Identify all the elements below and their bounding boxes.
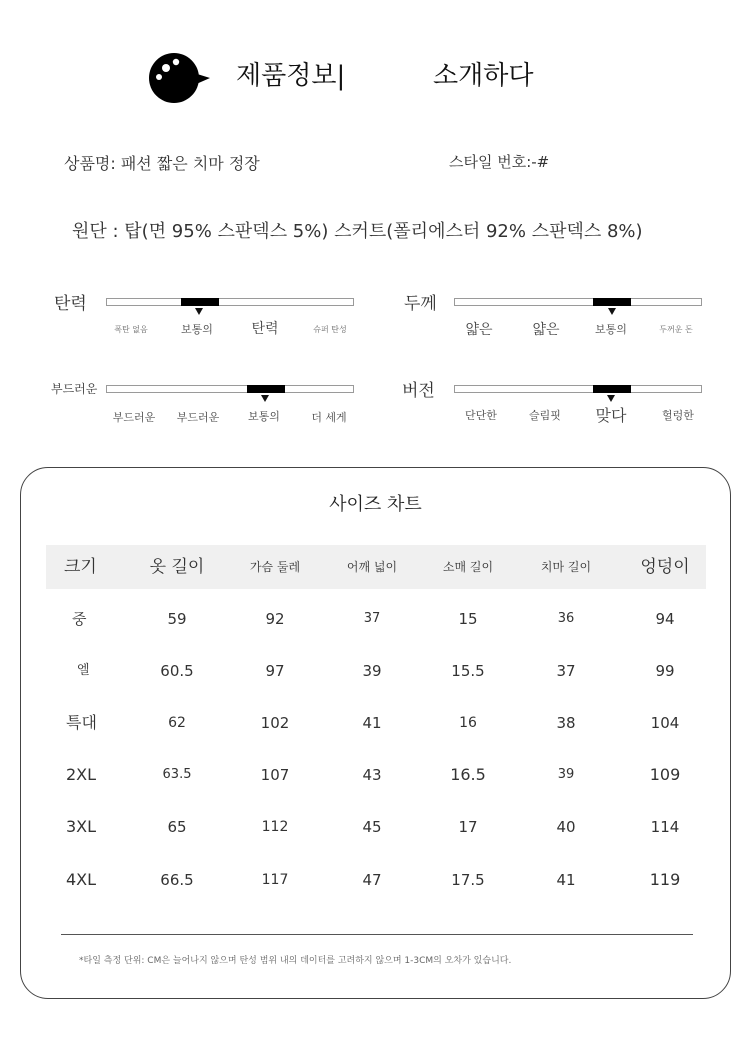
- table-cell: 3XL: [66, 817, 97, 836]
- softness-scale-fill: [247, 385, 285, 393]
- softness-option: 보통의: [248, 410, 280, 423]
- table-cell: 99: [655, 662, 675, 680]
- softness-option: 부드러운: [112, 411, 156, 424]
- table-cell: 17: [458, 818, 478, 836]
- softness-scale-bar: [106, 385, 354, 393]
- header-title-right: 소개하다: [433, 61, 534, 91]
- table-cell: 15: [458, 610, 478, 628]
- thickness-option: 얇은: [532, 322, 560, 338]
- table-row: [46, 865, 706, 895]
- fit-option: 헐렁한: [662, 409, 694, 422]
- thickness-option: 두꺼운 돈: [659, 325, 693, 334]
- column-header: 엉덩이: [640, 557, 690, 577]
- chat-bubble-logo-icon: [148, 51, 212, 105]
- column-header: 옷 길이: [149, 557, 205, 577]
- table-cell: 97: [265, 662, 285, 680]
- table-cell: 47: [362, 871, 382, 889]
- softness-option: 더 세게: [311, 411, 347, 424]
- softness-marker-icon: [261, 395, 269, 402]
- fit-marker-icon: [607, 395, 615, 402]
- table-cell: 41: [556, 871, 576, 889]
- column-header: 가슴 둘레: [249, 560, 301, 574]
- table-cell: 117: [261, 872, 289, 888]
- table-row: [46, 656, 706, 686]
- fabric-composition: 원단 : 탑(면 95% 스판덱스 5%) 스커트(폴리에스터 92% 스판덱스 8%): [72, 221, 643, 242]
- elasticity-option: 탄력: [251, 321, 279, 337]
- table-cell: 37: [363, 611, 381, 626]
- table-cell: 41: [362, 714, 382, 732]
- scale-label-thickness: 두께: [404, 294, 437, 314]
- table-row: [46, 760, 706, 790]
- table-cell: 4XL: [66, 870, 97, 889]
- table-cell: 2XL: [66, 765, 97, 784]
- size-chart-card: [20, 467, 731, 999]
- header-title-left: 제품정보|: [236, 61, 346, 91]
- table-cell: 109: [649, 765, 681, 784]
- table-cell: 40: [556, 818, 576, 836]
- thickness-scale-bar: [454, 298, 702, 306]
- table-cell: 119: [649, 870, 681, 889]
- table-cell: 38: [556, 714, 576, 732]
- table-cell: 15.5: [451, 662, 485, 680]
- table-cell: 94: [655, 610, 675, 628]
- fit-option: 슬림핏: [529, 409, 561, 422]
- table-cell: 엘: [77, 663, 90, 678]
- table-row: [46, 604, 706, 634]
- column-header: 치마 길이: [540, 560, 592, 574]
- table-cell: 59: [167, 610, 187, 628]
- table-cell: 37: [556, 662, 576, 680]
- table-cell: 17.5: [451, 871, 485, 889]
- size-chart-title: 사이즈 차트: [329, 494, 422, 515]
- style-number: 스타일 번호:-#: [449, 153, 550, 171]
- elasticity-option: 폭탄 없음: [114, 325, 148, 334]
- table-cell: 66.5: [160, 871, 194, 889]
- column-header: 소매 길이: [442, 560, 494, 574]
- table-row: [46, 812, 706, 842]
- table-cell: 92: [265, 610, 285, 628]
- size-chart-header: [46, 545, 706, 589]
- table-cell: 36: [557, 611, 575, 626]
- scale-label-fit: 버전: [402, 381, 435, 401]
- table-cell: 60.5: [160, 662, 194, 680]
- thickness-option: 보통의: [595, 323, 627, 336]
- table-cell: 112: [261, 819, 289, 835]
- table-cell: 39: [557, 767, 575, 782]
- table-cell: 62: [168, 715, 186, 731]
- table-cell: 43: [362, 766, 382, 784]
- table-cell: 16: [459, 715, 477, 731]
- elasticity-scale-fill: [181, 298, 219, 306]
- table-cell: 16.5: [450, 765, 486, 784]
- table-cell: 39: [362, 662, 382, 680]
- softness-option: 부드러운: [176, 411, 220, 424]
- elasticity-scale-bar: [106, 298, 354, 306]
- column-header: 어깨 넓이: [346, 560, 398, 574]
- table-cell: 63.5: [162, 767, 192, 782]
- elasticity-marker-icon: [195, 308, 203, 315]
- measurement-note: *타일 측정 단위: CM은 늘어나지 않으며 탄성 범위 내의 데이터를 고려하지 않으며 1-3CM의 오차가 있습니다.: [79, 956, 512, 966]
- table-cell: 중: [72, 610, 87, 628]
- elasticity-option: 보통의: [181, 323, 213, 336]
- fit-option: 단단한: [465, 409, 497, 422]
- table-cell: 65: [167, 818, 187, 836]
- thickness-option: 얇은: [465, 322, 493, 338]
- fit-scale-fill: [593, 385, 631, 393]
- product-name: 상품명: 패션 짧은 치마 정장: [64, 154, 260, 173]
- scale-label-softness: 부드러운: [51, 382, 98, 396]
- divider: [61, 934, 693, 935]
- table-cell: 104: [650, 714, 680, 732]
- thickness-scale-fill: [593, 298, 631, 306]
- table-cell: 102: [260, 714, 290, 732]
- column-header: 크기: [64, 557, 97, 577]
- fit-scale-bar: [454, 385, 702, 393]
- table-cell: 특대: [66, 713, 97, 732]
- table-row: [46, 708, 706, 738]
- thickness-marker-icon: [608, 308, 616, 315]
- table-cell: 114: [650, 818, 680, 836]
- fit-option: 맞다: [595, 406, 627, 425]
- scale-label-elasticity: 탄력: [54, 294, 87, 314]
- table-cell: 107: [260, 766, 290, 784]
- table-cell: 45: [362, 818, 382, 836]
- elasticity-option: 슈퍼 탄성: [313, 325, 347, 334]
